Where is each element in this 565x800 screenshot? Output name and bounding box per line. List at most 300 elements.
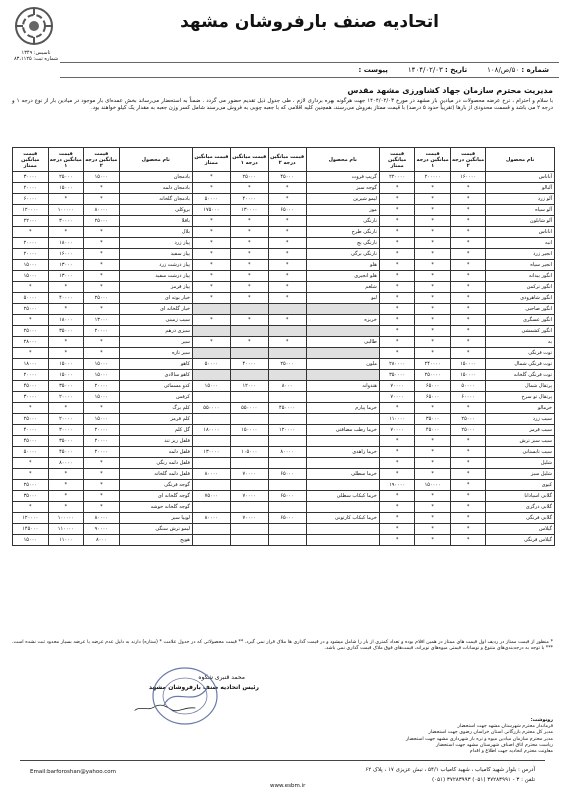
product-name-cell: پرتقال شمال xyxy=(486,381,555,392)
price-cell: * xyxy=(379,249,415,260)
table-row xyxy=(13,348,555,359)
price-cell: * xyxy=(13,315,49,326)
table-row xyxy=(13,183,555,194)
col-header-price: قیمت میانگین درجه ۲ xyxy=(268,148,306,172)
price-cell: ۲۵۰۰۰ xyxy=(13,480,49,491)
price-cell: * xyxy=(415,513,451,524)
price-cell: * xyxy=(192,293,230,304)
price-cell: * xyxy=(84,282,120,293)
price-cell: * xyxy=(450,183,486,194)
cc-line: رونوشت: xyxy=(530,718,553,723)
price-cell: ۶۵۰۰۰ xyxy=(268,469,306,480)
product-name-cell xyxy=(306,524,379,535)
product-name-cell: هلو انجیری xyxy=(306,271,379,282)
table-row xyxy=(13,403,555,414)
product-name-cell: سیب سبز ترش xyxy=(486,436,555,447)
price-cell xyxy=(268,535,306,546)
price-cell: ۷۰۰۰۰ xyxy=(379,381,415,392)
product-name-cell: خرما زاهدی xyxy=(306,447,379,458)
product-name-cell: آلبالو xyxy=(486,183,555,194)
union-title: اتحادیه صنف بارفروشان مشهد xyxy=(180,12,439,32)
price-cell: * xyxy=(415,436,451,447)
price-cell: * xyxy=(379,293,415,304)
price-cell: * xyxy=(450,458,486,469)
price-cell xyxy=(230,326,268,337)
product-name-cell: انجیر سیاه xyxy=(486,260,555,271)
product-name-cell: انبه xyxy=(486,238,555,249)
price-cell: * xyxy=(48,304,84,315)
price-cell: * xyxy=(268,315,306,326)
est-year: تاسیس: ۱۳۴۹ xyxy=(21,50,51,56)
price-cell: * xyxy=(84,183,120,194)
product-name-cell: فلفل دلمه رنگی xyxy=(119,458,192,469)
price-cell: * xyxy=(192,315,230,326)
price-cell: ۵۰۰۰۰ xyxy=(192,359,230,370)
table-row xyxy=(13,392,555,403)
table-row xyxy=(13,194,555,205)
price-cell: ۲۵۰۰۰۰ xyxy=(415,370,451,381)
price-cell: * xyxy=(192,183,230,194)
price-cell: * xyxy=(415,271,451,282)
price-cell: ۳۰۰۰۰ xyxy=(13,392,49,403)
table-row xyxy=(13,227,555,238)
price-cell: ۱۲۰۰۰۰ xyxy=(268,425,306,436)
product-name-cell: توت فرنگی گلخانه xyxy=(486,370,555,381)
product-name-cell: شلغم xyxy=(306,282,379,293)
product-name-cell: نارنگی طرح xyxy=(306,227,379,238)
price-cell: ۵۰۰۰۰ xyxy=(13,293,49,304)
price-cell: * xyxy=(84,469,120,480)
price-cell: ۳۵۰۰۰ xyxy=(48,436,84,447)
price-cell xyxy=(192,502,230,513)
product-name-cell: سیب زرد xyxy=(486,414,555,425)
price-cell: ۴۵۰۰۰ xyxy=(13,436,49,447)
price-cell: * xyxy=(379,238,415,249)
price-cell: * xyxy=(379,436,415,447)
price-cell: * xyxy=(450,513,486,524)
price-cell: * xyxy=(450,491,486,502)
price-cell: ۶۵۰۰۰ xyxy=(268,205,306,216)
price-cell xyxy=(230,458,268,469)
price-cell: ۱۱۰۰۰ xyxy=(48,535,84,546)
product-name-cell: لبو xyxy=(306,293,379,304)
table-row xyxy=(13,271,555,282)
price-cell: * xyxy=(230,293,268,304)
price-cell: ۱۵۰۰۰ xyxy=(13,535,49,546)
price-cell: * xyxy=(192,238,230,249)
table-row xyxy=(13,172,555,183)
price-cell: * xyxy=(379,205,415,216)
price-cell: ۲۰۰۰۰ xyxy=(84,447,120,458)
table-row xyxy=(13,238,555,249)
price-cell xyxy=(268,348,306,359)
price-cell: ۶۵۰۰۰ xyxy=(268,513,306,524)
product-name-cell: سیر تازه xyxy=(119,348,192,359)
price-cell: ۱۰۰۰۰۰ xyxy=(48,513,84,524)
price-cell: * xyxy=(192,216,230,227)
price-cell: * xyxy=(450,469,486,480)
price-cell: * xyxy=(415,491,451,502)
price-cell: * xyxy=(379,282,415,293)
product-name-cell: هویج xyxy=(119,535,192,546)
price-cell: ۱۳۰۰۰۰ xyxy=(230,205,268,216)
price-cell: * xyxy=(84,271,120,282)
product-name-cell: نارنگی xyxy=(306,216,379,227)
price-cell xyxy=(230,436,268,447)
product-name-cell: گوجه گلخانه خوشه xyxy=(119,502,192,513)
product-name-cell: طالبی xyxy=(306,337,379,348)
product-name-cell: خیار بوته ای xyxy=(119,293,192,304)
price-cell: * xyxy=(48,348,84,359)
price-cell: ۱۸۰۰۰ xyxy=(13,359,49,370)
price-cell: * xyxy=(268,183,306,194)
price-cell: * xyxy=(415,205,451,216)
price-cell: * xyxy=(230,183,268,194)
price-cell: * xyxy=(379,502,415,513)
price-cell: ۸۰۰۰ xyxy=(268,381,306,392)
price-cell xyxy=(192,480,230,491)
table-row xyxy=(13,370,555,381)
table-row xyxy=(13,293,555,304)
price-cell: ۲۸۰۰۰ xyxy=(13,337,49,348)
price-cell: * xyxy=(415,282,451,293)
price-cell: * xyxy=(192,172,230,183)
price-cell: * xyxy=(230,249,268,260)
price-cell: ۱۵۰۰۰ xyxy=(84,359,120,370)
price-cell: * xyxy=(13,403,49,414)
product-name-cell: پرتقال تو سرخ xyxy=(486,392,555,403)
price-cell: * xyxy=(84,304,120,315)
price-cell: ۳۵۰۰۰ xyxy=(415,414,451,425)
price-cell: ۲۵۰۰۰ xyxy=(450,425,486,436)
letterhead xyxy=(6,6,559,62)
price-cell: ۱۷۵۰۰۰ xyxy=(192,205,230,216)
establishment-info xyxy=(14,50,58,62)
price-cell: ۱۵۰۰۰ xyxy=(192,381,230,392)
price-cell: ۲۴۰۰۰۰ xyxy=(415,359,451,370)
price-cell xyxy=(230,502,268,513)
price-cell: ۸۰۰۰۰ xyxy=(84,205,120,216)
price-cell: ۲۸۰۰۰۰ xyxy=(379,359,415,370)
product-name-cell: پیاز درشت سفید xyxy=(119,271,192,282)
price-cell: * xyxy=(268,260,306,271)
price-cell: * xyxy=(84,238,120,249)
product-name-cell: خرما رطب مضافتی xyxy=(306,425,379,436)
price-cell: * xyxy=(450,293,486,304)
table-row xyxy=(13,436,555,447)
price-cell: * xyxy=(379,315,415,326)
table-row xyxy=(13,502,555,513)
price-cell: * xyxy=(379,260,415,271)
price-cell: * xyxy=(450,304,486,315)
addressee: مدیریت محترم سازمان جهاد کشاورزی مشهد مقدس xyxy=(347,86,553,95)
price-cell xyxy=(268,480,306,491)
price-cell xyxy=(192,535,230,546)
product-name-cell: گل کلم xyxy=(119,425,192,436)
cc-line: مدیر کل محترم بازرگانی استان خراسان رضوی جهت استحضار xyxy=(428,730,553,736)
product-name-cell: بلال xyxy=(119,227,192,238)
price-cell: ۸۰۰۰۰ xyxy=(48,458,84,469)
price-cell: ۲۵۰۰۰ xyxy=(450,414,486,425)
product-name-cell: گریپ فروت xyxy=(306,172,379,183)
price-cell: ۱۵۰۰۰ xyxy=(84,414,120,425)
price-cell: * xyxy=(13,282,49,293)
price-cell: * xyxy=(379,524,415,535)
product-name-cell: توت فرنگی xyxy=(486,348,555,359)
price-cell xyxy=(268,392,306,403)
price-cell: * xyxy=(268,337,306,348)
price-cell xyxy=(192,348,230,359)
price-cell: * xyxy=(415,337,451,348)
price-cell: * xyxy=(379,491,415,502)
price-cell: ۸۰۰۰ xyxy=(84,535,120,546)
product-name-cell: اناناس xyxy=(486,227,555,238)
price-cell: ۲۵۰۰۰ xyxy=(84,216,120,227)
cc-line: ریاست محترم اتاق اصناف شهرستان مشهد جهت استحضار xyxy=(435,742,553,748)
price-cell xyxy=(192,436,230,447)
product-name-cell: گوجه فرنگی xyxy=(119,480,192,491)
price-cell xyxy=(192,414,230,425)
price-cell xyxy=(192,370,230,381)
product-name-cell: نارنگی برگی xyxy=(306,249,379,260)
price-cell: * xyxy=(84,491,120,502)
price-cell: * xyxy=(415,403,451,414)
price-cell: * xyxy=(379,227,415,238)
price-cell: ۸۰۰۰۰ xyxy=(192,513,230,524)
price-cell: ۲۵۰۰۰ xyxy=(13,326,49,337)
product-name-cell xyxy=(306,326,379,337)
product-name-cell: لوبیا سبز xyxy=(119,513,192,524)
product-name-cell: سیر xyxy=(119,337,192,348)
price-cell xyxy=(230,348,268,359)
product-name-cell xyxy=(306,392,379,403)
price-cell: ۲۰۰۰۰ xyxy=(13,370,49,381)
price-cell: * xyxy=(379,194,415,205)
price-cell: * xyxy=(230,315,268,326)
table-row xyxy=(13,480,555,491)
price-cell: ۱۲۰۰۰۰ xyxy=(13,205,49,216)
price-cell: ۷۰۰۰۰ xyxy=(230,469,268,480)
price-cell: * xyxy=(13,458,49,469)
price-cell: * xyxy=(268,238,306,249)
price-cell: * xyxy=(450,271,486,282)
table-row xyxy=(13,458,555,469)
price-cell: * xyxy=(379,535,415,546)
price-cell: ۲۵۰۰۰ xyxy=(230,172,268,183)
footer-address: آدرس : بلوار شهید کامیاب ، شهید کامیاب ۵۴/۱ ، نبش عزیزی ۱۷ ، پلاک ۶۲ xyxy=(365,767,535,773)
price-cell xyxy=(192,304,230,315)
price-cell: ۳۰۰۰۰ xyxy=(13,172,49,183)
product-name-cell: سبزی درهم xyxy=(119,326,192,337)
price-cell xyxy=(268,326,306,337)
table-row xyxy=(13,381,555,392)
price-cell: ۴۰۰۰۰ xyxy=(230,359,268,370)
product-name-cell xyxy=(306,502,379,513)
table-row xyxy=(13,205,555,216)
price-cell: ۸۰۰۰۰ xyxy=(192,469,230,480)
price-cell: ۴۵۰۰۰ xyxy=(48,447,84,458)
price-cell: * xyxy=(379,337,415,348)
price-cell: * xyxy=(379,304,415,315)
price-cell: * xyxy=(84,249,120,260)
table-row xyxy=(13,337,555,348)
price-cell: * xyxy=(48,337,84,348)
price-cell xyxy=(268,414,306,425)
product-name-cell: شلیل xyxy=(486,458,555,469)
price-cell: * xyxy=(84,194,120,205)
price-cell: * xyxy=(230,227,268,238)
price-cell: ۳۰۰۰۰ xyxy=(48,425,84,436)
product-name-cell: گلابی فرنگی xyxy=(486,513,555,524)
product-name-cell: توت فرنگی شمال xyxy=(486,359,555,370)
price-cell: * xyxy=(13,348,49,359)
cc-line: فرماندار محترم شهرستان مشهد جهت استحضار xyxy=(457,724,553,730)
product-name-cell: کدو مسمائی xyxy=(119,381,192,392)
price-cell: * xyxy=(84,480,120,491)
price-cell: ۱۵۰۰۰۰ xyxy=(230,425,268,436)
price-cell: ۲۰۰۰۰ xyxy=(48,414,84,425)
price-cell: * xyxy=(415,348,451,359)
product-name-cell: گلابی اسپادانا xyxy=(486,491,555,502)
price-cell: ۶۰۰۰۰ xyxy=(450,392,486,403)
price-cell: ۲۰۰۰۰ xyxy=(84,436,120,447)
price-cell: * xyxy=(84,337,120,348)
price-cell: * xyxy=(415,304,451,315)
price-cell: * xyxy=(450,403,486,414)
price-cell xyxy=(192,524,230,535)
price-cell: * xyxy=(379,271,415,282)
price-cell: ۱۰۵۰۰۰ xyxy=(230,447,268,458)
price-cell: * xyxy=(450,337,486,348)
carbon-copy-list xyxy=(223,718,553,755)
price-cell: * xyxy=(48,469,84,480)
product-name-cell: انگور صاحبی xyxy=(486,304,555,315)
price-cell: * xyxy=(450,502,486,513)
price-cell: * xyxy=(48,502,84,513)
price-cell: ۲۰۰۰۰ xyxy=(84,326,120,337)
price-cell: * xyxy=(192,282,230,293)
price-cell: ۲۰۰۰۰ xyxy=(84,425,120,436)
price-cell: * xyxy=(450,436,486,447)
price-cell: ۱۵۰۰۰۰ xyxy=(450,370,486,381)
price-cell: * xyxy=(415,227,451,238)
table-row xyxy=(13,216,555,227)
official-stamp-icon xyxy=(150,665,220,727)
price-cell: ۱۵۰۰۰ xyxy=(48,370,84,381)
product-name-cell: فلفل دلمه گلخانه xyxy=(119,469,192,480)
table-row xyxy=(13,447,555,458)
table-row xyxy=(13,359,555,370)
product-name-cell: کاهو xyxy=(119,359,192,370)
footer xyxy=(20,760,545,790)
price-cell: * xyxy=(268,282,306,293)
product-name-cell: انگور ترکمن xyxy=(486,282,555,293)
product-name-cell: پیاز قرمز xyxy=(119,282,192,293)
price-cell: * xyxy=(450,260,486,271)
price-cell: * xyxy=(450,480,486,491)
registration-number: شماره ثبت: ۸۳،۱۱۲۵ xyxy=(14,56,59,62)
price-cell: * xyxy=(379,326,415,337)
price-cell: * xyxy=(415,249,451,260)
price-cell: * xyxy=(230,216,268,227)
price-cell: ۱۳۰۰۰ xyxy=(48,271,84,282)
price-cell: * xyxy=(450,205,486,216)
col-header-price: قیمت میانگین درجه ۲ xyxy=(450,148,486,172)
table-body xyxy=(13,172,555,546)
price-cell: ۱۲۰۰۰ xyxy=(230,381,268,392)
price-cell: ۷۰۰۰۰ xyxy=(230,491,268,502)
price-cell: ۵۰۰۰۰ xyxy=(192,194,230,205)
price-cell: ۵۰۰۰۰ xyxy=(13,447,49,458)
price-cell: ۲۲۰۰۰ xyxy=(13,216,49,227)
product-name-cell: خرما سطلی xyxy=(306,469,379,480)
price-cell: * xyxy=(415,524,451,535)
price-cell: ۴۰۰۰۰ xyxy=(13,425,49,436)
price-cell: ۷۰۰۰۰ xyxy=(379,392,415,403)
price-cell: * xyxy=(415,469,451,480)
price-cell: * xyxy=(230,260,268,271)
price-cell xyxy=(230,535,268,546)
product-name-cell xyxy=(306,304,379,315)
price-cell: ۱۶۰۰۰ xyxy=(48,249,84,260)
product-name-cell xyxy=(306,535,379,546)
price-cell: * xyxy=(268,249,306,260)
price-cell: * xyxy=(415,535,451,546)
price-cell: * xyxy=(230,238,268,249)
product-name-cell: آناناس xyxy=(486,172,555,183)
product-name-cell: به xyxy=(486,337,555,348)
product-name-cell: کلم قرمز xyxy=(119,414,192,425)
price-cell xyxy=(230,414,268,425)
price-cell: ۱۵۰۰۰ xyxy=(13,271,49,282)
table-row xyxy=(13,260,555,271)
price-cell: ۲۲۰۰۰۰ xyxy=(379,172,415,183)
price-cell: ۹۰۰۰۰ xyxy=(84,524,120,535)
product-name-cell: بادمجان گلخانه xyxy=(119,194,192,205)
price-cell: * xyxy=(415,447,451,458)
product-name-cell: کاهو سالادی xyxy=(119,370,192,381)
product-name-cell: پیاز زرد xyxy=(119,238,192,249)
product-name-cell: انگور شاهرودی xyxy=(486,293,555,304)
price-cell: * xyxy=(84,403,120,414)
price-cell: * xyxy=(415,194,451,205)
price-cell: ۵۵۰۰۰۰ xyxy=(230,403,268,414)
price-cell xyxy=(230,392,268,403)
product-name-cell: خیار گلخانه ای xyxy=(119,304,192,315)
price-cell: * xyxy=(84,260,120,271)
col-header-price: قیمت میانگین درجه ۲ xyxy=(84,148,120,172)
col-header-price: قیمت میانگین درجه ۱ xyxy=(230,148,268,172)
table-header-row xyxy=(13,148,555,172)
price-cell: ۸۰۰۰۰ xyxy=(84,513,120,524)
price-cell: ۱۵۰۰۰ xyxy=(84,172,120,183)
signer-title: رئیس اتحادیه صنف بارفروشان مشهد xyxy=(148,684,259,691)
product-name-cell: آلو زرد xyxy=(486,194,555,205)
price-cell: ۱۶۰۰۰۰ xyxy=(450,172,486,183)
product-name-cell: شلیل سبز xyxy=(486,469,555,480)
product-name-cell xyxy=(306,480,379,491)
price-cell: ۲۰۰۰۰۰ xyxy=(415,172,451,183)
product-name-cell: گیلاس xyxy=(486,524,555,535)
price-cell: * xyxy=(13,502,49,513)
price-cell: * xyxy=(48,282,84,293)
price-table-container xyxy=(12,147,555,546)
product-name-cell: فلفل ریز تند xyxy=(119,436,192,447)
price-cell: * xyxy=(379,469,415,480)
price-cell: * xyxy=(84,458,120,469)
product-name-cell: بروکلی xyxy=(119,205,192,216)
product-name-cell: آلو شابلون xyxy=(486,216,555,227)
